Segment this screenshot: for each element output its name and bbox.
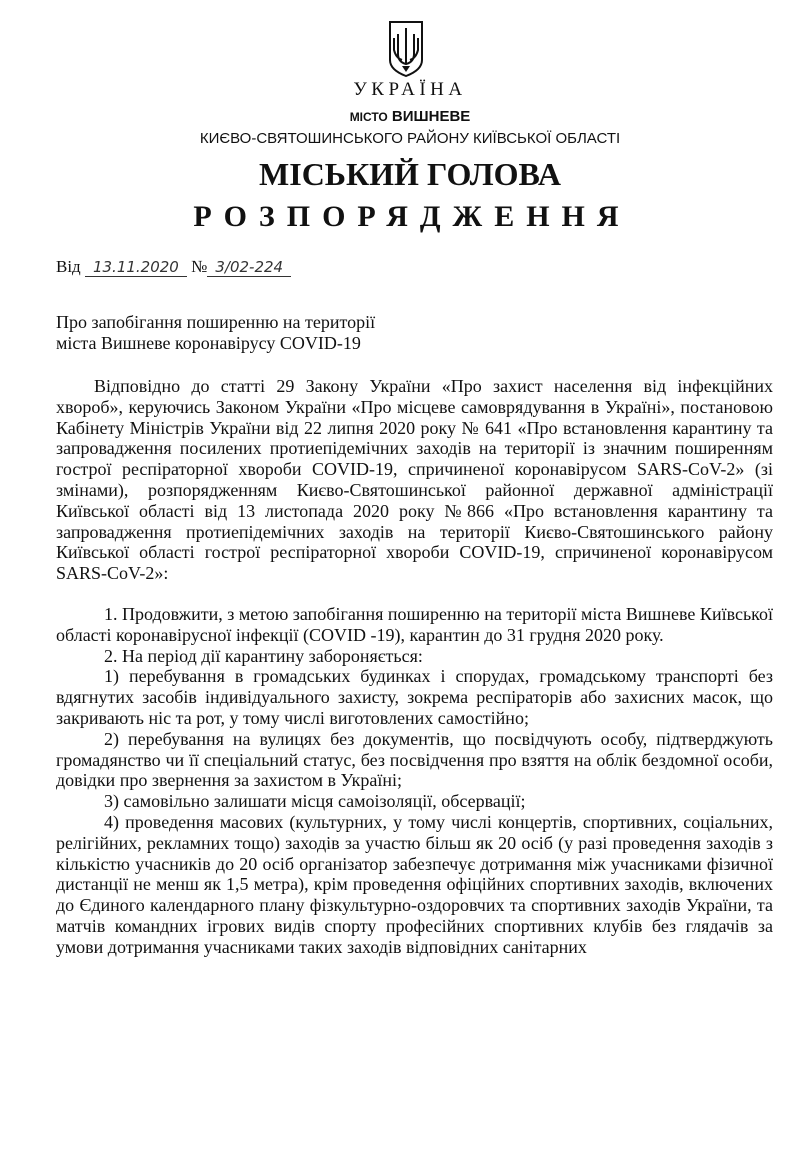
city-prefix: МІСТО xyxy=(349,110,388,124)
subclause-1: 1) перебування в громадських будинках і спорудах, громадському транспорті без вдягнутих засобів індивідуального захисту, зокрема респіраторів або захисних масок, що закривають ніс та рот, у тому числі виготовлених самостійно; xyxy=(56,666,773,728)
subclause-3: 3) самовільно залишати місця самоізоляції, обсервації; xyxy=(104,791,526,812)
city-name: ВИШНЕВЕ xyxy=(391,108,471,125)
preamble-paragraph: Відповідно до статті 29 Закону України «Про захист населення від інфекційних хвороб», керуючись Законом України «Про місцеве самоврядування в Україні», постановою Кабінету Міністрів України від 22 липня 2020 року № 641 «Про встановлення карантину та запровадження посилених протиепідемічних заходів на території із значним поширенням гострої респіраторної хвороби COVID-19, спричиненої коронавірусом SARS-CoV-2» (зі змінами), розпорядженням Києво-Святошинської районної державної адміністрації Київської області від 13 листопада 2020 року №866 «Про встановлення карантину та запровадження протиепідемічних заходів на території Києво-Святошинського району Київської області гострої респіраторної хвороби COVID-19, спричиненої коронавірусом SARS-CoV-2»: xyxy=(56,376,773,584)
number-label: № xyxy=(191,257,208,276)
dateline xyxy=(56,257,291,277)
date-label: Від xyxy=(56,257,81,276)
subclause-2: 2) перебування на вулицях без документів, що посвідчують особу, підтверджують громадянство чи її спеціальний статус, без посвідчення про взяття на облік бездомної особи, довідки про звернення за захистом в Україні; xyxy=(56,728,773,791)
subject-line-1: Про запобігання поширенню на території xyxy=(56,312,376,332)
document-type: РОЗПОРЯДЖЕННЯ xyxy=(193,200,631,233)
clause-2: 2. На період дії карантину забороняється: xyxy=(104,645,423,666)
document-subject xyxy=(56,312,375,354)
subclause-4: 4) проведення масових (культурних, у тому числі концертів, спортивних, соціальних, релігійних, рекламних тощо) заходів за участю більш як 20 осіб (у разі проведення заходів з кількістю учасників до 20 осіб організатор забезпечує дотримання між учасниками фізичної дистанції не менш як 1,5 метра), крім проведення офіційних спортивних заходів, включених до Єдиного календарного плану фізкультурно-оздоровчих та спортивних заходів України, та матчів командних ігрових видів спорту професійних спортивних клубів без глядачів за умови дотримання учасниками таких заходів відповідних санітарних xyxy=(56,811,773,957)
subject-line-2: міста Вишневе коронавірусу COVID-19 xyxy=(56,333,361,353)
city-line xyxy=(0,108,800,125)
document-number: 3/02-224 xyxy=(207,258,291,277)
district-line: КИЄВО-СВЯТОШИНСЬКОГО РАЙОНУ КИЇВСЬКОЇ ОБЛАСТІ xyxy=(199,130,621,147)
clause-1: 1. Продовжити, з метою запобігання поширенню на території міста Вишневе Київської області коронавірусної інфекції (COVID -19), карантин до 31 грудня 2020 року. xyxy=(56,603,773,645)
document-body xyxy=(56,376,773,958)
country-name: УКРАЇНА xyxy=(353,79,467,100)
document-date: 13.11.2020 xyxy=(85,258,187,277)
authority-title: МІСЬКИЙ ГОЛОВА xyxy=(259,156,561,192)
trident-icon xyxy=(386,20,426,78)
